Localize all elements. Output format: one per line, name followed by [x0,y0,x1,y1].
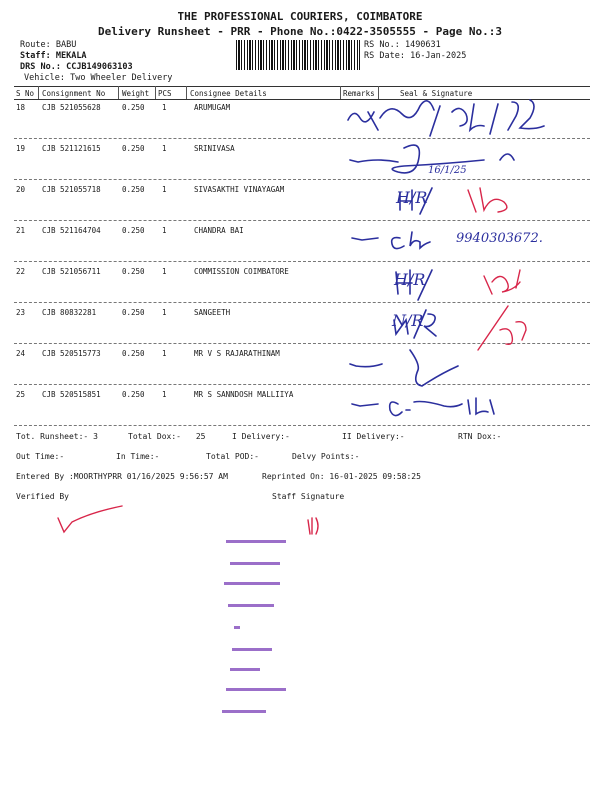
row-weight: 0.250 [122,267,145,276]
row-pcs: 1 [162,349,167,358]
row-pcs: 1 [162,185,167,194]
rs-no-label: RS No.: [364,40,400,50]
row-weight: 0.250 [122,226,145,235]
red-signature-stroke [58,506,122,532]
red-signature-stroke [468,188,507,212]
row-consignee: SRINIVASA [194,144,235,153]
col-header-pcs: PCS [158,89,172,98]
row-weight: 0.250 [122,185,145,194]
route-value: BABU [55,40,77,50]
row-sno: 21 [16,226,26,235]
col-header-remarks: Remarks [343,89,375,98]
row-consignee: MR S SANNDOSH MALLIIYA [194,390,294,399]
row-consignment: CJB 521055718 [42,185,101,194]
delvy-points: Delvy Points:- [292,452,360,461]
col-header-sno: S No [16,89,35,98]
rtn-dox: RTN Dox:- [458,432,502,441]
staff-signature: Staff Signature [272,492,345,501]
signature-stroke [392,232,430,249]
row-consignment: CJB 520515773 [42,349,101,358]
row-consignee: MR V S RAJARATHINAM [194,349,280,358]
row-pcs: 1 [162,144,167,153]
handwritten-hr: H/R [396,188,428,207]
vehicle-value: Two Wheeler Delivery [70,73,173,83]
faint-stamp [222,540,286,713]
row-pcs: 1 [162,390,167,399]
row-weight: 0.250 [122,349,145,358]
red-signature-stroke [478,306,526,350]
rs-no-value: 1490631 [404,40,441,50]
signature-stroke [410,350,458,386]
row-consignee: COMMISSION COIMBATORE [194,267,289,276]
row-pcs: 1 [162,308,167,317]
in-time: In Time:- [116,452,160,461]
rs-date-value: 16-Jan-2025 [410,51,467,61]
handwritten-hr: H/R [394,270,426,289]
signature-stroke [390,398,494,416]
handwritten-phone: 9940303672. [456,231,543,246]
row-consignment: CJB 521056711 [42,267,101,276]
row-consignment: CJB 521055628 [42,103,101,112]
handwritten-nr: N/R [392,311,424,330]
row-weight: 0.250 [122,390,145,399]
runsheet-subtitle: Delivery Runsheet - PRR - Phone No.:0422-3505555 - Page No.:3 [98,25,502,38]
staff-label: Staff: [20,51,51,61]
row-consignee: SANGEETH [194,308,231,317]
drs-label: DRS No.: [20,62,61,72]
total-pod: Total POD:- [206,452,259,461]
col-header-consignee: Consignee Details [190,89,267,98]
row-consignee: CHANDRA BAI [194,226,244,235]
row-consignment: CJB 520515851 [42,390,101,399]
row-sno: 23 [16,308,26,317]
row-sno: 22 [16,267,26,276]
drs-value: CCJB149063103 [66,62,133,72]
ii-delivery: II Delivery:- [342,432,405,441]
red-signature-stroke [484,270,520,294]
col-header-seal-signature: Seal & Signature [400,89,473,98]
i-delivery: I Delivery:- [232,432,290,441]
total-dox-line [128,432,205,441]
signature-stroke [348,100,544,136]
row-consignee: SIVASAKTHI VINAYAGAM [194,185,285,194]
route-label: Route: [20,40,51,50]
row-sno: 19 [16,144,26,153]
row-sno: 18 [16,103,26,112]
row-consignment: CJB 80832281 [42,308,97,317]
row-weight: 0.250 [122,308,145,317]
row-sno: 20 [16,185,26,194]
red-signature-stroke [308,518,318,534]
row-consignment: CJB 521164704 [42,226,101,235]
total-dox-label: Total Dox:- [128,432,181,441]
reprinted-on: Reprinted On: 16-01-2025 09:58:25 [262,472,421,481]
total-dox-value: 25 [195,432,206,441]
company-name: THE PROFESSIONAL COURIERS, COIMBATORE [177,10,423,23]
row-pcs: 1 [162,226,167,235]
remark-dash [352,404,378,406]
row-weight: 0.250 [122,144,145,153]
remark-dash [350,160,398,162]
out-time: Out Time:- [16,452,65,461]
row-sno: 25 [16,390,26,399]
vehicle-label: Vehicle: [24,73,65,83]
col-header-consignment: Consignment No [42,89,106,98]
remark-dash [350,364,382,367]
tot-runsheet: Tot. Runsheet:- 3 [16,432,98,441]
row-sno: 24 [16,349,26,358]
handwritten-date: 16/1/25 [428,165,467,176]
col-header-weight: Weight [122,89,150,98]
staff-value: MEKALA [55,51,87,61]
remark-dash [352,238,378,240]
row-pcs: 1 [162,267,167,276]
verified-by: Verified By [16,492,69,501]
entered-by: Entered By :MOORTHYPRR 01/16/2025 9:56:57 AM [16,472,228,481]
rs-date-label: RS Date: [364,51,405,61]
row-pcs: 1 [162,103,167,112]
row-consignment: CJB 521121615 [42,144,101,153]
row-consignee: ARUMUGAM [194,103,231,112]
row-weight: 0.250 [122,103,145,112]
